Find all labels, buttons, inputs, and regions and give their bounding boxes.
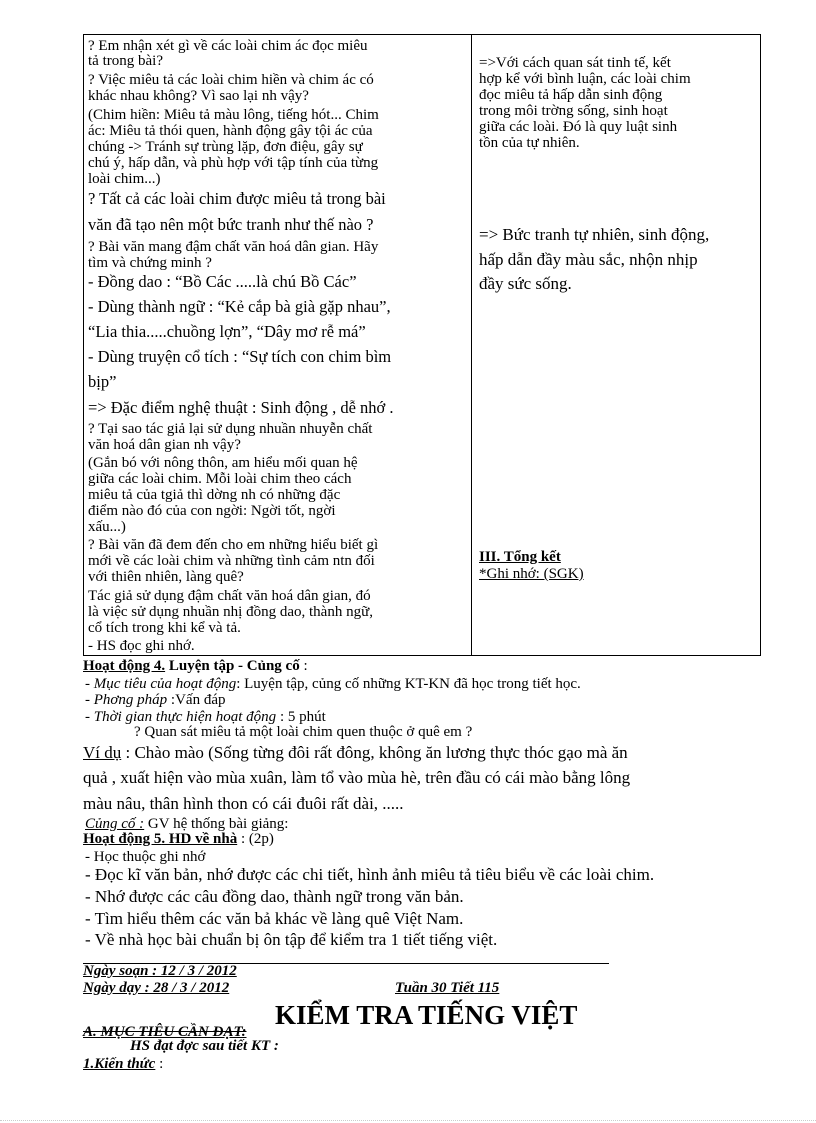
table-line: giữa các loài. Đó là quy luật sinh: [479, 119, 678, 135]
knowledge-colon: :: [155, 1056, 164, 1072]
homework-item: - Nhớ được các câu đồng dao, thành ngữ trong văn bản.: [85, 887, 464, 906]
activity5-label: Hoạt động 5: [83, 831, 162, 847]
goal-label: - Mục tiêu của hoạt động: [85, 676, 237, 692]
table-line: là việc sử dụng nhuần nhị đồng dao, thành ngữ,: [88, 604, 373, 620]
summary-heading: III. Tổng kết: [479, 549, 561, 565]
table-line: - Dùng thành ngữ : “Kẻ cắp bà già gặp nhau”,: [88, 297, 391, 316]
table-line: - Dùng truyện cổ tích : “Sự tích con chim bìm: [88, 347, 392, 366]
activity4-label: Hoạt động 4.: [83, 658, 166, 674]
table-line: hấp dẫn đầy màu sắc, nhộn nhịp: [479, 250, 698, 269]
table-line: (Chim hiền: Miêu tả màu lông, tiếng hót... Chim: [88, 107, 379, 123]
table-line: ? Việc miêu tả các loài chim hiền và chim ác có: [88, 72, 374, 88]
example-line: quả , xuất hiện vào mùa xuân, làm tổ vào mùa hè, trên đầu có cái mào bằng lông: [83, 768, 631, 787]
homework-item: - Tìm hiểu thêm các văn bả khác về làng quê Việt Nam.: [85, 909, 464, 928]
table-line: loài chim...): [88, 171, 161, 187]
memo-note: *Ghi nhớ: (SGK): [479, 566, 584, 582]
table-line: hợp kể với bình luận, các loài chim: [479, 71, 691, 87]
table-line: miêu tả của tgiả thì dờng nh có những đặc: [88, 487, 341, 503]
activity4-goal: [85, 677, 581, 692]
page-title: KIỂM TRA TIẾNG VIỆT: [275, 1000, 578, 1030]
table-line: trong môi trờng sống, sinh hoạt: [479, 103, 668, 119]
table-line: =>Với cách quan sát tinh tế, kết: [479, 55, 671, 71]
table-line: cổ tích trong khi kể và tả.: [88, 620, 241, 636]
activity4-time: [85, 710, 326, 725]
activity5-heading: [83, 832, 274, 847]
goal-text: : Luyện tập, củng cố những KT-KN đã học trong tiết học.: [236, 676, 581, 692]
activity5-title: . HD về nhà: [161, 831, 238, 847]
table-line: văn đã tạo nên một bức tranh như thế nào ?: [88, 215, 374, 234]
table-line: “Lia thia.....chuồng lợn”, “Dây mơ rễ má”: [88, 322, 366, 341]
answers-column: [472, 35, 761, 656]
table-line: đầy sức sống.: [479, 274, 572, 293]
table-line: tồn của tự nhiên.: [479, 135, 580, 151]
table-line: ? Bài văn đã đem đến cho em những hiểu biết gì: [88, 537, 379, 553]
teach-date: Ngày dạy : 28 / 3 / 2012: [83, 980, 230, 996]
table-line: khác nhau không? Vì sao lại nh vậy?: [88, 88, 309, 104]
table-line: - Đồng dao : “Bồ Các .....là chú Bồ Các”: [88, 272, 357, 291]
table-line: tả trong bài?: [88, 53, 163, 69]
table-line: => Đặc điểm nghệ thuật : Sinh động , dễ nhớ .: [88, 398, 394, 417]
homework-item: - Về nhà học bài chuẩn bị ôn tập để kiểm tra 1 tiết tiếng việt.: [85, 930, 498, 949]
example-text: : Chào mào (Sống từng đôi rất đông, không ăn lương thực thóc gạo mà ăn: [121, 743, 628, 762]
table-line: tìm và chứng minh ?: [88, 255, 212, 271]
table-line: - HS đọc ghi nhớ.: [88, 638, 195, 654]
knowledge-line: [83, 1057, 163, 1072]
table-line: mới về các loài chim và những tình cảm ntn đối: [88, 553, 375, 569]
week-lesson: Tuần 30 Tiết 115: [395, 980, 500, 996]
table-line: điểm nào đó của con ngời: Ngời tốt, ngời: [88, 503, 336, 519]
table-line: bịp”: [88, 372, 117, 391]
activity4-heading: [83, 659, 308, 674]
table-line: chúng -> Tránh sự trùng lặp, đơn điệu, gây sự: [88, 139, 363, 155]
table-line: ? Tại sao tác giả lại sử dụng nhuần nhuyễn chất: [88, 421, 373, 437]
homework-item: - Đọc kĩ văn bản, nhớ được các chi tiết, hình ảnh miêu tả tiêu biểu về các loài chim.: [85, 865, 655, 884]
homework-item: - Học thuộc ghi nhớ: [85, 849, 206, 865]
section-a-heading: A. MỤC TIÊU CẦN ĐẠT:: [83, 1024, 247, 1040]
activity4-colon: :: [299, 658, 308, 674]
table-line: ? Bài văn mang đậm chất văn hoá dân gian. Hãy: [88, 239, 379, 255]
time-label: - Thời gian thực hiện hoạt động: [85, 709, 277, 725]
table-line: chú ý, hấp dẫn, và phù hợp với tập tính của từng: [88, 155, 379, 171]
table-line: giữa các loài chim. Mỗi loài chim theo cách: [88, 471, 352, 487]
questions-column: [84, 35, 472, 656]
table-line: (Gắn bó với nông thôn, am hiểu mối quan hệ: [88, 455, 358, 471]
prep-date: Ngày soạn : 12 / 3 / 2012: [83, 963, 237, 979]
table-line: => Bức tranh tự nhiên, sinh động,: [479, 225, 710, 244]
activity4-method: [85, 693, 226, 708]
activity4-question: ? Quan sát miêu tả một loài chim quen thuộc ở quê em ?: [134, 724, 473, 740]
example-label: Ví dụ: [83, 743, 122, 762]
table-line: ? Em nhận xét gì về các loài chim ác đọc miêu: [88, 38, 368, 54]
section-a-intro: HS đạt đợc sau tiết KT :: [130, 1038, 279, 1054]
table-line: Tác giả sử dụng đậm chất văn hoá dân gian, đó: [88, 588, 371, 604]
table-line: ác: Miêu tả thói quen, hành động gây tội ác của: [88, 123, 373, 139]
table-line: ? Tất cả các loài chim được miêu tả trong bài: [88, 189, 386, 208]
activity5-duration: : (2p): [237, 831, 274, 847]
consolidate-line: [85, 817, 288, 832]
method-text: :Vấn đáp: [167, 692, 226, 708]
consolidate-label: Củng cố :: [85, 816, 145, 832]
time-text: : 5 phút: [276, 709, 326, 725]
activity4-title: Luyện tập - Củng cố: [165, 658, 300, 674]
page-bottom-edge: [0, 1120, 816, 1121]
consolidate-text: GV hệ thống bài giảng:: [144, 816, 289, 832]
table-line: văn hoá dân gian nh vậy?: [88, 437, 241, 453]
lesson-table: [83, 34, 761, 656]
knowledge-label: 1.Kiến thức: [83, 1056, 156, 1072]
method-label: - Phơng pháp: [85, 692, 168, 708]
table-line: đọc miêu tả hấp dẫn sinh động: [479, 87, 663, 103]
table-line: xấu...): [88, 519, 126, 535]
example-line: [83, 744, 628, 762]
table-line: với thiên nhiên, làng quê?: [88, 569, 244, 585]
example-line: màu nâu, thân hình thon có cái đuôi rất dài, .....: [83, 794, 404, 813]
